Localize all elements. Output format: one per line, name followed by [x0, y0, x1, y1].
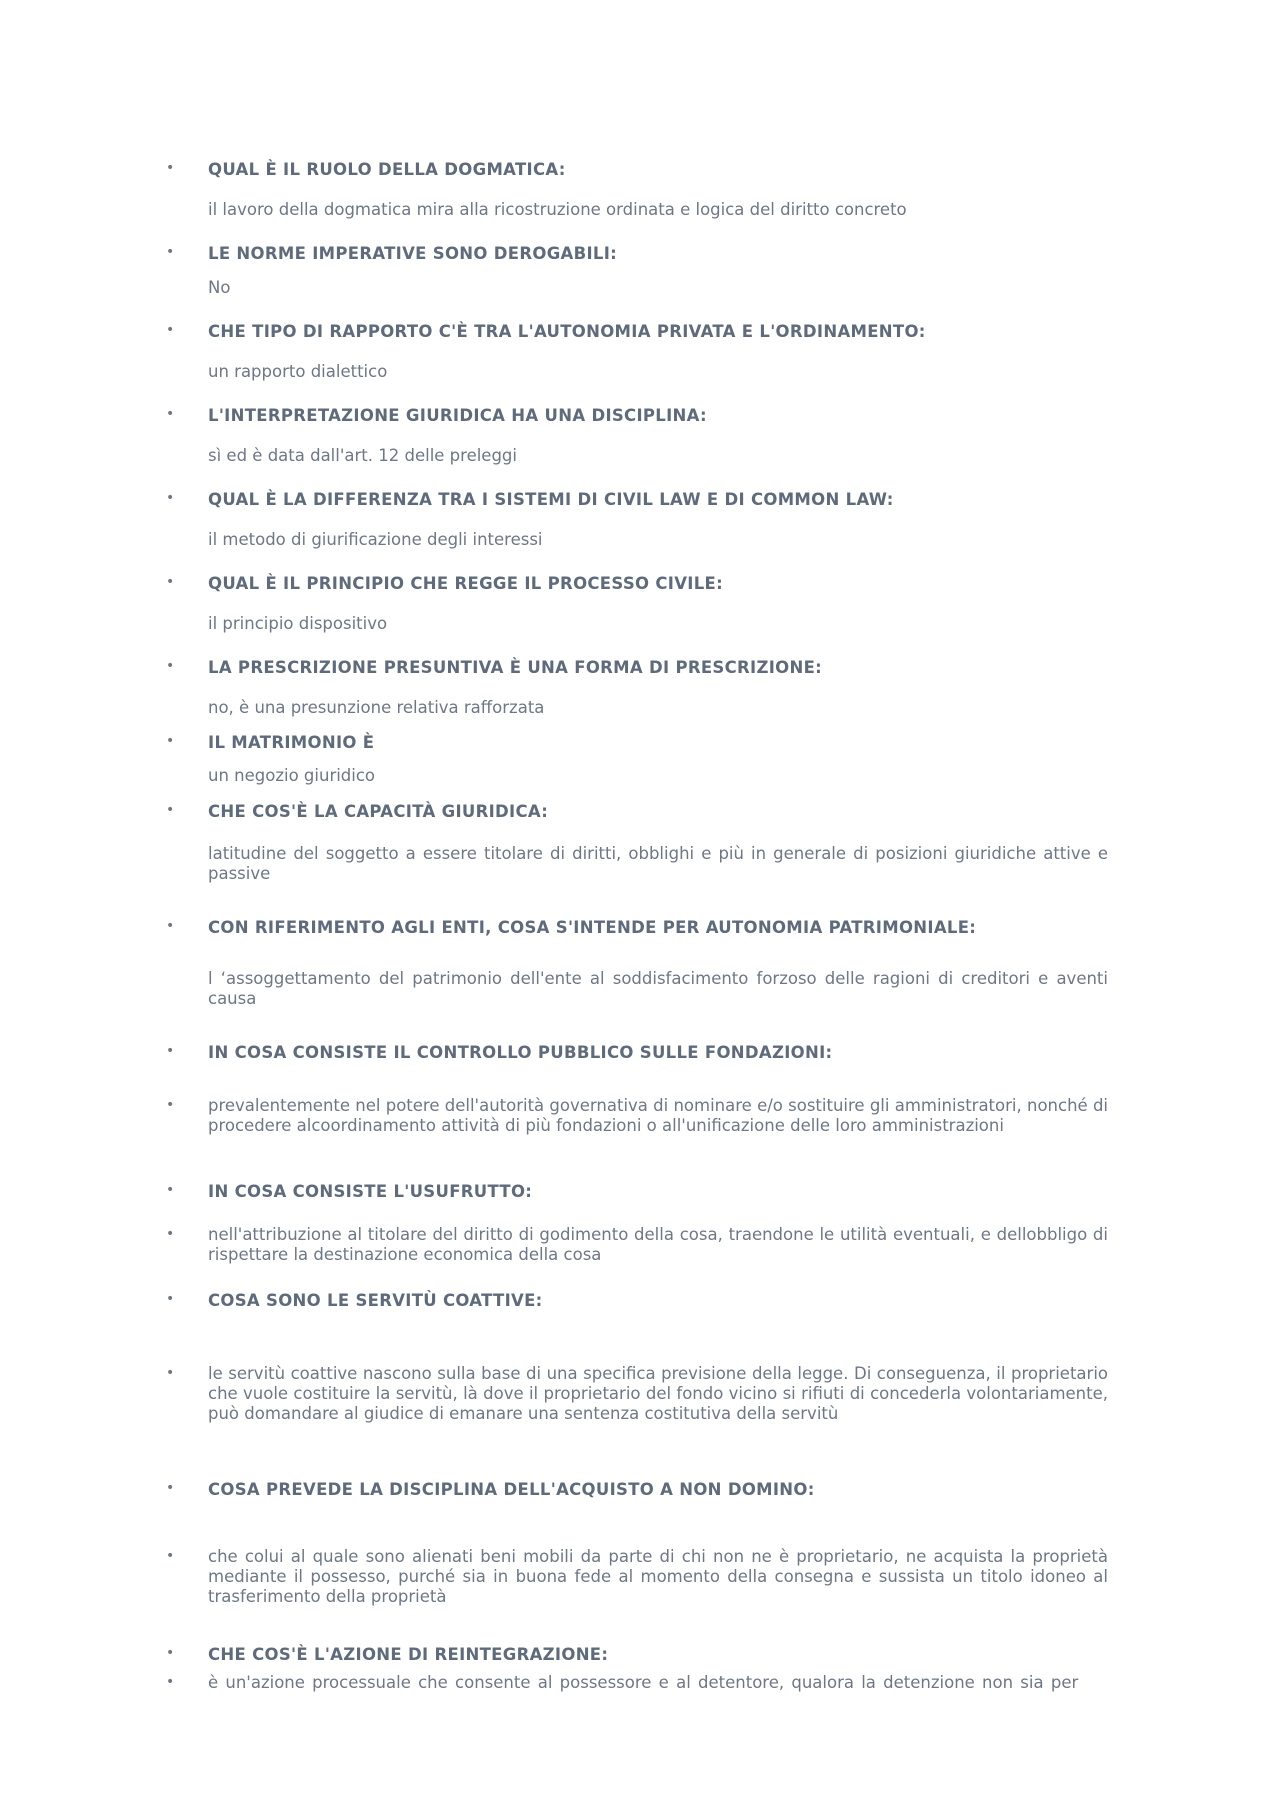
answer-text: le servitù coattive nascono sulla base di una specifica previsione della legge. Di conseguenza, il proprietario che vuole costituire la servitù, là dove il proprietario del fondo vicino si rifiuti di concederla volontariamente, può domandare al giudice di emanare una sentenza costitutiva della servitù [208, 1364, 1108, 1423]
bullet: • [166, 490, 175, 506]
question-text: COSA SONO LE SERVITÙ COATTIVE: [208, 1291, 543, 1310]
bullet: • [166, 918, 175, 934]
question-text: CHE COS'È LA CAPACITÀ GIURIDICA: [208, 802, 549, 821]
question-text: LE NORME IMPERATIVE SONO DEROGABILI: [208, 244, 618, 263]
answer-text: un negozio giuridico [208, 766, 376, 785]
bullet: • [166, 802, 175, 818]
question-text: L'INTERPRETAZIONE GIURIDICA HA UNA DISCIPLINA: [208, 406, 707, 425]
question-text: COSA PREVEDE LA DISCIPLINA DELL'ACQUISTO A NON DOMINO: [208, 1480, 815, 1499]
bullet: • [166, 160, 175, 176]
bullet: • [166, 244, 175, 260]
answer-text: il principio dispositivo [208, 614, 388, 633]
question-text: QUAL È IL PRINCIPIO CHE REGGE IL PROCESSO CIVILE: [208, 574, 724, 593]
answer-text: prevalentemente nel potere dell'autorità governativa di nominare e/o sostituire gli amministratori, nonché di procedere alcoordinamento attività di più fondazioni o all'unificazione delle loro amministrazioni [208, 1096, 1108, 1135]
bullet: • [166, 1674, 175, 1690]
bullet: • [166, 574, 175, 590]
bullet: • [166, 1645, 175, 1661]
question-text: QUAL È IL RUOLO DELLA DOGMATICA: [208, 160, 566, 179]
answer-text: il lavoro della dogmatica mira alla ricostruzione ordinata e logica del diritto concreto [208, 200, 907, 219]
answer-text: sì ed è data dall'art. 12 delle preleggi [208, 446, 517, 465]
answer-text: l ‘assoggettamento del patrimonio dell'ente al soddisfacimento forzoso delle ragioni di creditori e aventi causa [208, 969, 1108, 1008]
bullet: • [166, 1043, 175, 1059]
question-text: CON RIFERIMENTO AGLI ENTI, COSA S'INTENDE PER AUTONOMIA PATRIMONIALE: [208, 918, 977, 937]
answer-text: un rapporto dialettico [208, 362, 388, 381]
answer-text: che colui al quale sono alienati beni mobili da parte di chi non ne è proprietario, ne acquista la proprietà mediante il possesso, purché sia in buona fede al momento della consegna e sussista un titolo idoneo al trasferimento della proprietà [208, 1547, 1108, 1606]
bullet: • [166, 1226, 175, 1242]
bullet: • [166, 658, 175, 674]
answer-text: latitudine del soggetto a essere titolare di diritti, obblighi e più in generale di posizioni giuridiche attive e passive [208, 844, 1108, 883]
bullet: • [166, 1548, 175, 1564]
question-text: IL MATRIMONIO È [208, 733, 375, 752]
question-text: IN COSA CONSISTE L'USUFRUTTO: [208, 1182, 533, 1201]
bullet: • [166, 1365, 175, 1381]
bullet: • [166, 406, 175, 422]
bullet: • [166, 1291, 175, 1307]
bullet: • [166, 1182, 175, 1198]
bullet: • [166, 322, 175, 338]
bullet: • [166, 733, 175, 749]
bullet: • [166, 1097, 175, 1113]
question-text: CHE TIPO DI RAPPORTO C'È TRA L'AUTONOMIA PRIVATA E L'ORDINAMENTO: [208, 322, 926, 341]
question-text: IN COSA CONSISTE IL CONTROLLO PUBBLICO SULLE FONDAZIONI: [208, 1043, 833, 1062]
question-text: QUAL È LA DIFFERENZA TRA I SISTEMI DI CIVIL LAW E DI COMMON LAW: [208, 490, 894, 509]
answer-text: nell'attribuzione al titolare del diritto di godimento della cosa, traendone le utilità eventuali, e dellobbligo di rispettare la destinazione economica della cosa [208, 1225, 1108, 1264]
answer-text: No [208, 278, 231, 297]
bullet: • [166, 1480, 175, 1496]
question-text: LA PRESCRIZIONE PRESUNTIVA È UNA FORMA DI PRESCRIZIONE: [208, 658, 823, 677]
answer-text: no, è una presunzione relativa rafforzata [208, 698, 545, 717]
question-text: CHE COS'È L'AZIONE DI REINTEGRAZIONE: [208, 1645, 609, 1664]
answer-text: il metodo di giurificazione degli interessi [208, 530, 543, 549]
answer-text: è un'azione processuale che consente al possessore e al detentore, qualora la detenzione non sia per [208, 1673, 1079, 1692]
